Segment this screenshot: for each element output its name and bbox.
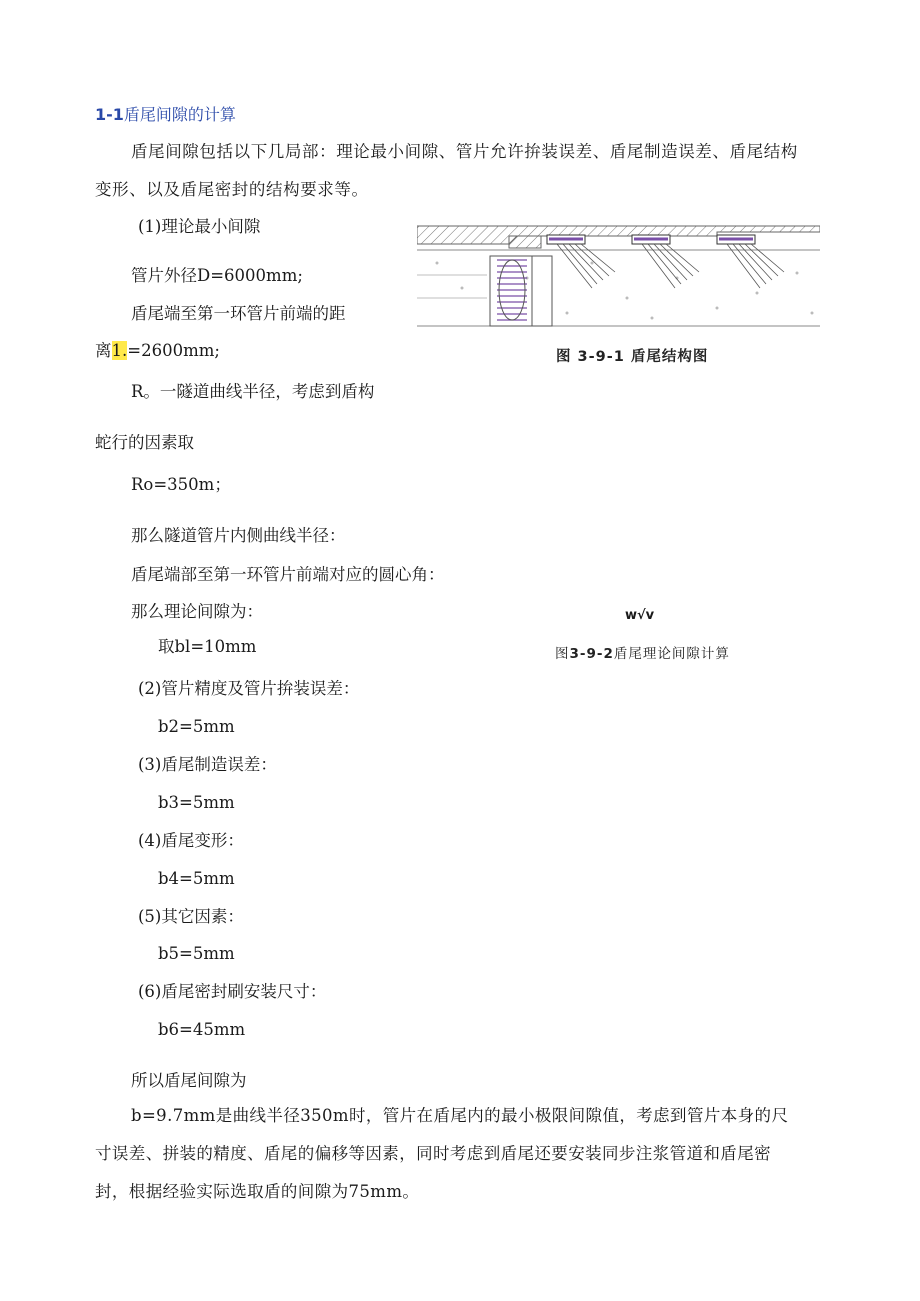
b6-value: b6=45mm xyxy=(158,1020,246,1039)
figure2-caption-prefix: 图 xyxy=(555,646,570,662)
intro-paragraph: 盾尾间隙包括以下几局部：理论最小间隙、管片允许拚装误差、盾尾制造误差、盾尾结构变形、以及盾尾密封的结构要求等。 xyxy=(95,142,798,199)
item5-title: (5)其它因素： xyxy=(138,907,244,926)
radius-line2: 蛇行的因素取 xyxy=(95,433,194,452)
item6-title: (6)盾尾密封刷安装尺寸： xyxy=(138,982,327,1001)
conclusion-lead: 所以盾尾间隙为 xyxy=(131,1071,247,1090)
conclusion-paragraph: b=9.7mm是曲线半径350m时，管片在盾尾内的最小极限间隙值，考虑到管片本身的尺寸误差、拼装的精度、盾尾的偏移等因素，同时考虑到盾尾还要安装同步注浆管道和盾尾密封，根据经验实际选取盾的间隙为75mm。 xyxy=(95,1106,789,1201)
section-heading xyxy=(95,104,236,126)
figure2-caption xyxy=(555,643,730,665)
tail-distance-value: =2600mm; xyxy=(127,341,220,360)
tail-distance-prefix: 离 xyxy=(95,341,112,360)
radius-line1: R。一隧道曲线半径，考虑到盾构 xyxy=(131,382,375,401)
figure2-caption-title: 盾尾理论间隙计算 xyxy=(613,646,730,662)
item1-title: (1)理论最小间隙 xyxy=(138,217,261,236)
section-number: 1-1 xyxy=(95,105,124,124)
item4-title: (4)盾尾变形： xyxy=(138,831,244,850)
b4-value: b4=5mm xyxy=(158,869,235,888)
section-title: 盾尾间隙的计算 xyxy=(123,105,236,124)
item3-title: (3)盾尾制造误差： xyxy=(138,755,277,774)
figure2-formula: w√v xyxy=(625,608,655,623)
shield-tail-structure-diagram xyxy=(417,218,820,336)
tail-distance-line2 xyxy=(95,340,220,362)
central-angle-label: 盾尾端部至第一环管片前端对应的圆心角： xyxy=(131,565,445,584)
item2-title: (2)管片精度及管片拚装误差： xyxy=(138,679,360,698)
b5-value: b5=5mm xyxy=(158,944,235,963)
radius-value: Ro=350m； xyxy=(131,475,231,494)
segment-diameter: 管片外径D=6000mm; xyxy=(131,266,303,285)
tail-distance-line1: 盾尾端至第一环管片前端的距 xyxy=(131,304,346,323)
theory-gap-label: 那么理论间隙为： xyxy=(131,602,263,621)
figure1-caption: 图 3-9-1 盾尾结构图 xyxy=(556,349,709,365)
b2-value: b2=5mm xyxy=(158,717,235,736)
figure2-caption-number: 3-9-2 xyxy=(569,646,614,662)
inner-radius-label: 那么隧道管片内侧曲线半径： xyxy=(131,526,346,545)
highlighted-L: 1. xyxy=(111,341,128,360)
b3-value: b3=5mm xyxy=(158,793,235,812)
b1-value: 取bl=10mm xyxy=(158,637,257,656)
